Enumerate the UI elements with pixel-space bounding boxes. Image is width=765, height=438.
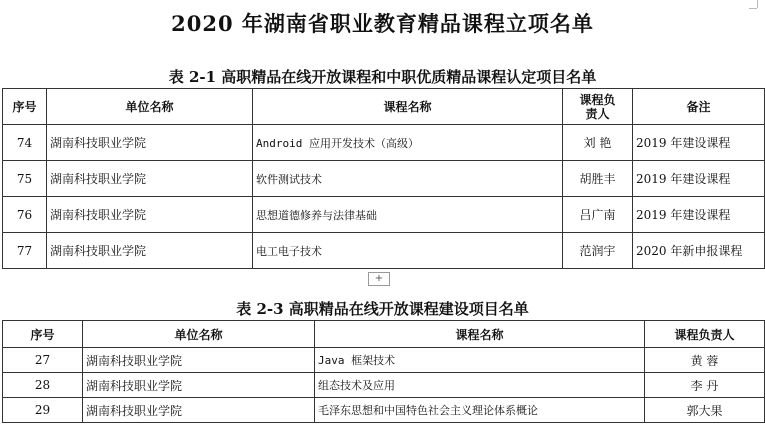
table-row — [3, 398, 765, 423]
cell-remark: 2019 年建设课程 — [633, 125, 765, 161]
cell-unit: 湖南科技职业学院 — [47, 125, 253, 161]
table-row — [3, 197, 765, 233]
table-row — [3, 125, 765, 161]
table-row — [3, 161, 765, 197]
table-row — [3, 348, 765, 373]
header-remark: 备注 — [633, 89, 765, 125]
table-row — [3, 373, 765, 398]
header-seq: 序号 — [3, 321, 83, 348]
cell-unit: 湖南科技职业学院 — [47, 161, 253, 197]
cell-seq: 29 — [3, 398, 83, 423]
cell-leader: 胡胜丰 — [563, 161, 633, 197]
cell-leader: 李 丹 — [645, 373, 765, 398]
header-course: 课程名称 — [315, 321, 645, 348]
header-seq: 序号 — [3, 89, 47, 125]
cell-leader: 黄 蓉 — [645, 348, 765, 373]
table2-caption: 表 2-3 高职精品在线开放课程建设项目名单 — [236, 300, 529, 318]
cell-leader: 刘 艳 — [563, 125, 633, 161]
cell-course: 组态技术及应用 — [315, 373, 645, 398]
cell-course: 软件测试技术 — [253, 161, 563, 197]
header-unit: 单位名称 — [47, 89, 253, 125]
cell-remark: 2019 年建设课程 — [633, 161, 765, 197]
table-row — [3, 233, 765, 269]
header-unit: 单位名称 — [83, 321, 315, 348]
table1 — [2, 88, 765, 269]
cell-seq: 77 — [3, 233, 47, 269]
insert-row-button[interactable]: + — [368, 272, 390, 286]
cell-course: 电工电子技术 — [253, 233, 563, 269]
cell-course: Android 应用开发技术（高级） — [253, 125, 563, 161]
cell-remark: 2019 年建设课程 — [633, 197, 765, 233]
table2-header-row — [3, 321, 765, 348]
cell-leader: 吕广南 — [563, 197, 633, 233]
cell-seq: 75 — [3, 161, 47, 197]
cell-unit: 湖南科技职业学院 — [83, 348, 315, 373]
cell-leader: 范润宇 — [563, 233, 633, 269]
header-leader: 课程负责人 — [563, 89, 633, 125]
document-title: 2020 年湖南省职业教育精品课程立项名单 — [171, 11, 594, 36]
cell-course: 思想道德修养与法律基础 — [253, 197, 563, 233]
cell-course: 毛泽东思想和中国特色社会主义理论体系概论 — [315, 398, 645, 423]
header-leader: 课程负责人 — [645, 321, 765, 348]
table2 — [2, 320, 765, 423]
cell-unit: 湖南科技职业学院 — [83, 373, 315, 398]
cell-seq: 28 — [3, 373, 83, 398]
cell-remark: 2020 年新申报课程 — [633, 233, 765, 269]
cell-seq: 74 — [3, 125, 47, 161]
cell-unit: 湖南科技职业学院 — [83, 398, 315, 423]
table1-header-row — [3, 89, 765, 125]
table1-caption: 表 2-1 高职精品在线开放课程和中职优质精品课程认定项目名单 — [168, 68, 597, 86]
cell-unit: 湖南科技职业学院 — [47, 197, 253, 233]
cell-seq: 76 — [3, 197, 47, 233]
cell-seq: 27 — [3, 348, 83, 373]
cell-leader: 郭大果 — [645, 398, 765, 423]
header-course: 课程名称 — [253, 89, 563, 125]
page-corner-mark — [757, 0, 758, 8]
cell-unit: 湖南科技职业学院 — [47, 233, 253, 269]
cell-course: Java 框架技术 — [315, 348, 645, 373]
